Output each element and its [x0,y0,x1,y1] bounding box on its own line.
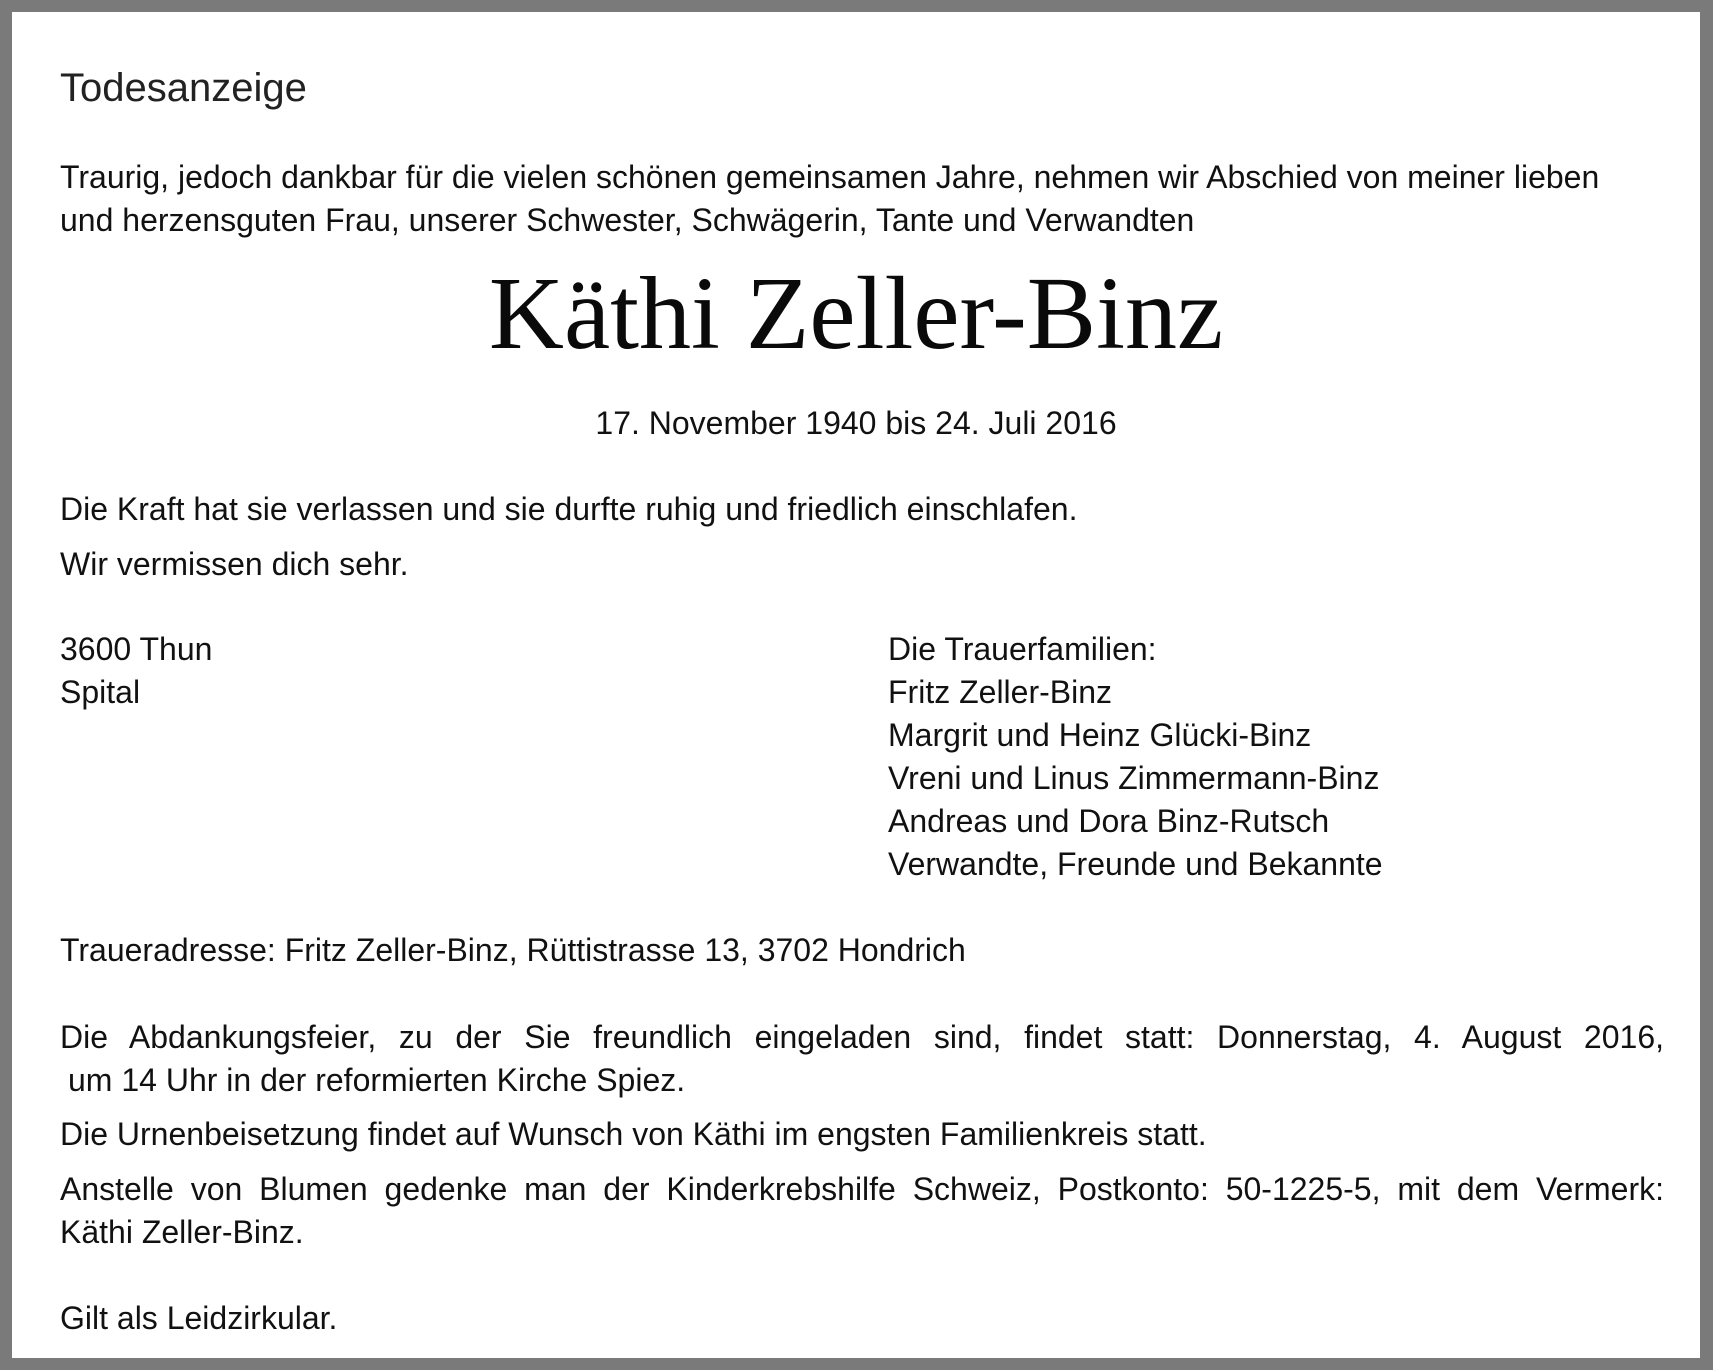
donation-line: Käthi Zeller-Binz. [60,1214,304,1250]
ceremony-line: um 14 Uhr in der reformierten Kirche Spiez. [68,1062,686,1098]
family-line: Die Trauerfamilien: [888,631,1157,667]
quote-line: Die Kraft hat sie verlassen und sie durfte ruhig und friedlich einschlafen. [60,491,1078,527]
family-line: Vreni und Linus Zimmermann-Binz [888,760,1380,796]
place-block [60,628,212,714]
place-line: 3600 Thun [60,631,213,667]
mourning-families [888,628,1383,886]
life-dates: 17. November 1940 bis 24. Juli 2016 [595,405,1117,441]
urn-burial-text: Die Urnenbeisetzung findet auf Wunsch von Käthi im engsten Familienkreis statt. [60,1116,1207,1152]
obituary-page [12,12,1700,1358]
donation-text [60,1168,1664,1254]
circular-note: Gilt als Leidzirkular. [60,1300,338,1336]
family-line: Andreas und Dora Binz-Rutsch [888,803,1330,839]
place-line: Spital [60,674,141,710]
donation-line: Anstelle von Blumen gedenke man der Kinderkrebshilfe Schweiz, Postkonto: 50-1225-5, mit dem Vermerk: [60,1171,1664,1207]
intro-text [60,156,1664,242]
deceased-name: Käthi Zeller-Binz [488,256,1224,371]
ceremony-text [60,1016,1664,1102]
ceremony-line: Die Abdankungsfeier, zu der Sie freundlich eingeladen sind, findet statt: Donnerstag, 4. August 2016, [60,1019,1664,1055]
quote-line: Wir vermissen dich sehr. [60,546,409,582]
family-line: Verwandte, Freunde und Bekannte [888,846,1383,882]
family-line: Fritz Zeller-Binz [888,674,1113,710]
notice-heading: Todesanzeige [60,66,307,110]
intro-line: und herzensguten Frau, unserer Schwester, Schwägerin, Tante und Verwandten [60,202,1195,238]
family-line: Margrit und Heinz Glücki-Binz [888,717,1312,753]
mourning-address: Traueradresse: Fritz Zeller-Binz, Rüttistrasse 13, 3702 Hondrich [60,932,966,968]
intro-line: Traurig, jedoch dankbar für die vielen schönen gemeinsamen Jahre, nehmen wir Abschied von meiner lieben [60,159,1600,195]
